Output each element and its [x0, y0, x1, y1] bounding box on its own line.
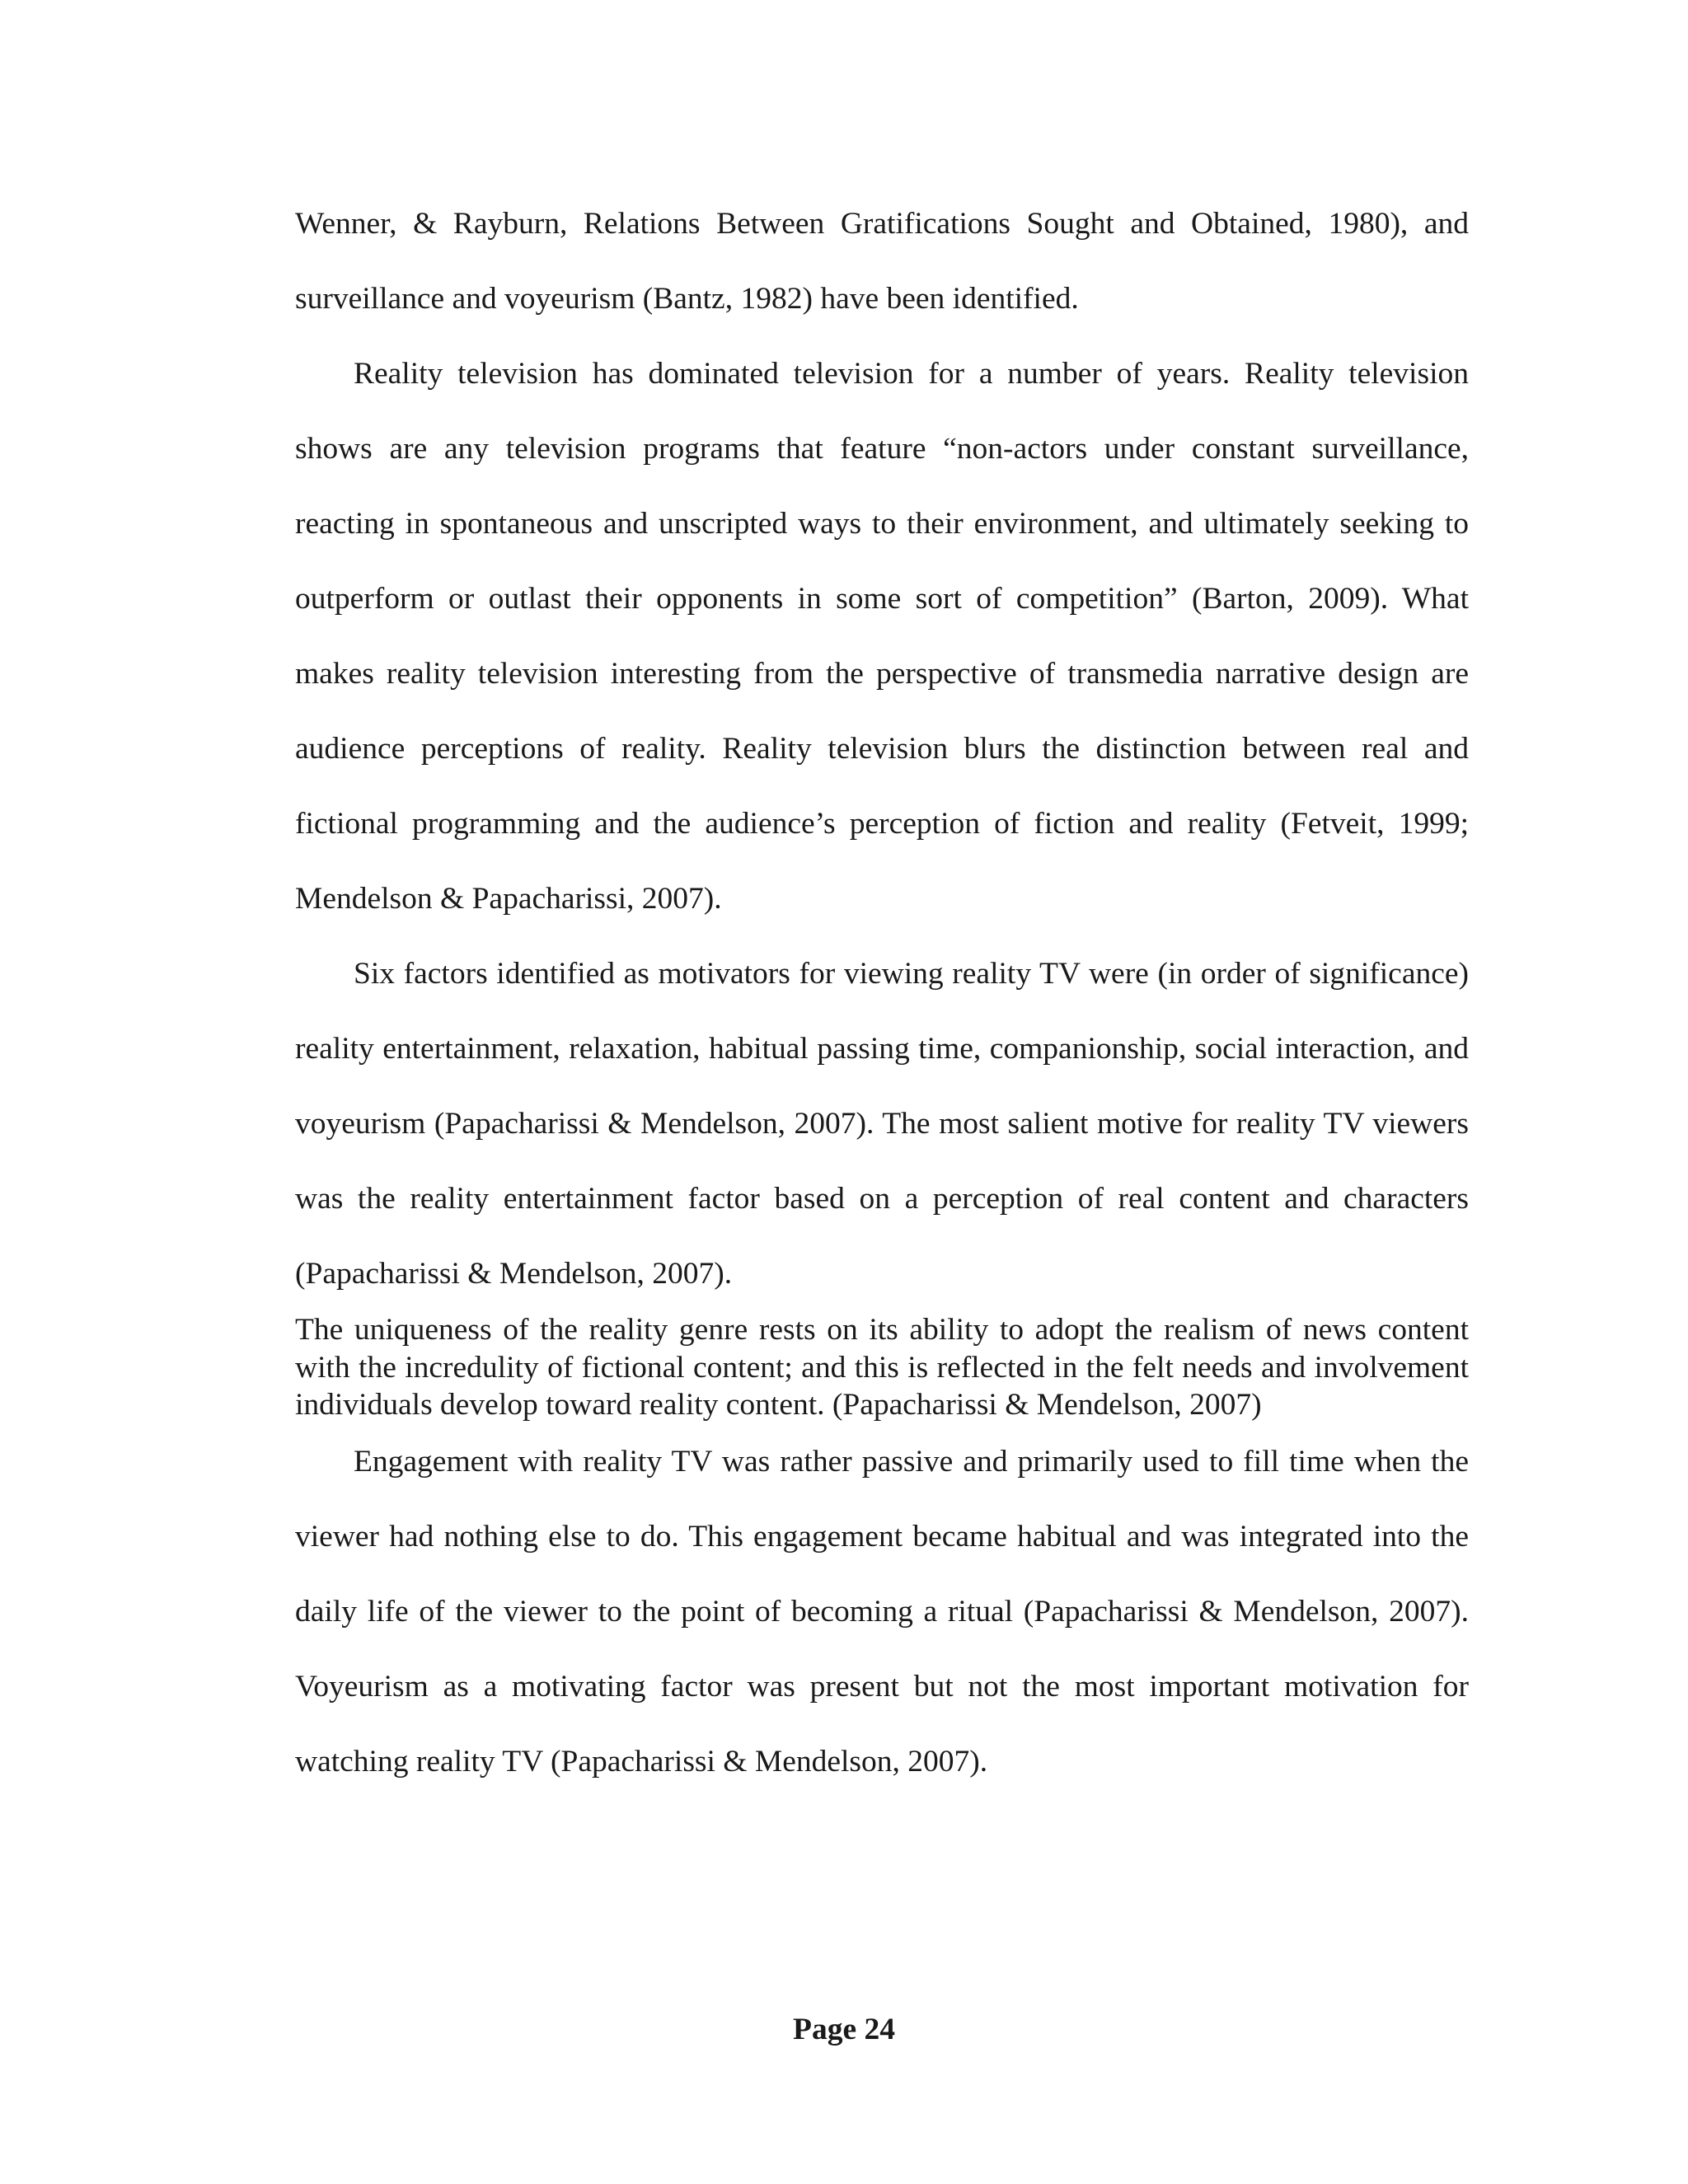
paragraph-reality-television: Reality television has dominated television for a number of years. Reality television shows are any television programs that feature “non-actors under constant surveillance, reacting in spontaneous and unscripted ways to their environment, and ultimately seeking to outperform or outlast their opponents in some sort of competition” (Barton, 2009). What makes reality television interesting from the perspective of transmedia narrative design are audience perceptions of reality. Reality television blurs the distinction between real and fictional programming and the audience’s perception of fiction and reality (Fetveit, 1999; Mendelson & Papacharissi, 2007).	[295, 357, 1469, 916]
paragraph-engagement: Engagement with reality TV was rather passive and primarily used to fill time when the viewer had nothing else to do. This engagement became habitual and was integrated into the daily life of the viewer to the point of becoming a ritual (Papacharissi & Mendelson, 2007). Voyeurism as a motivating factor was present but not the most important motivation for watching reality TV (Papacharissi & Mendelson, 2007).	[295, 1444, 1469, 1779]
block-quote: The uniqueness of the reality genre rests on its ability to adopt the realism of news content with the incredulity of fictional content; and this is reflected in the felt needs and involvement individuals develop toward reality content. (Papacharissi & Mendelson, 2007)	[295, 1313, 1469, 1422]
paragraph-six-factors: Six factors identified as motivators for viewing reality TV were (in order of significance) reality entertainment, relaxation, habitual passing time, companionship, social interaction, and voyeurism (Papacharissi & Mendelson, 2007). The most salient motive for reality TV viewers was the reality entertainment factor based on a perception of real content and characters (Papacharissi & Mendelson, 2007).	[295, 957, 1469, 1291]
body-text	[295, 186, 1469, 1799]
page-number: Page 24	[793, 2013, 895, 2046]
paragraph-continuation: Wenner, & Rayburn, Relations Between Gratifications Sought and Obtained, 1980), and surveillance and voyeurism (Bantz, 1982) have been identified.	[295, 207, 1469, 316]
